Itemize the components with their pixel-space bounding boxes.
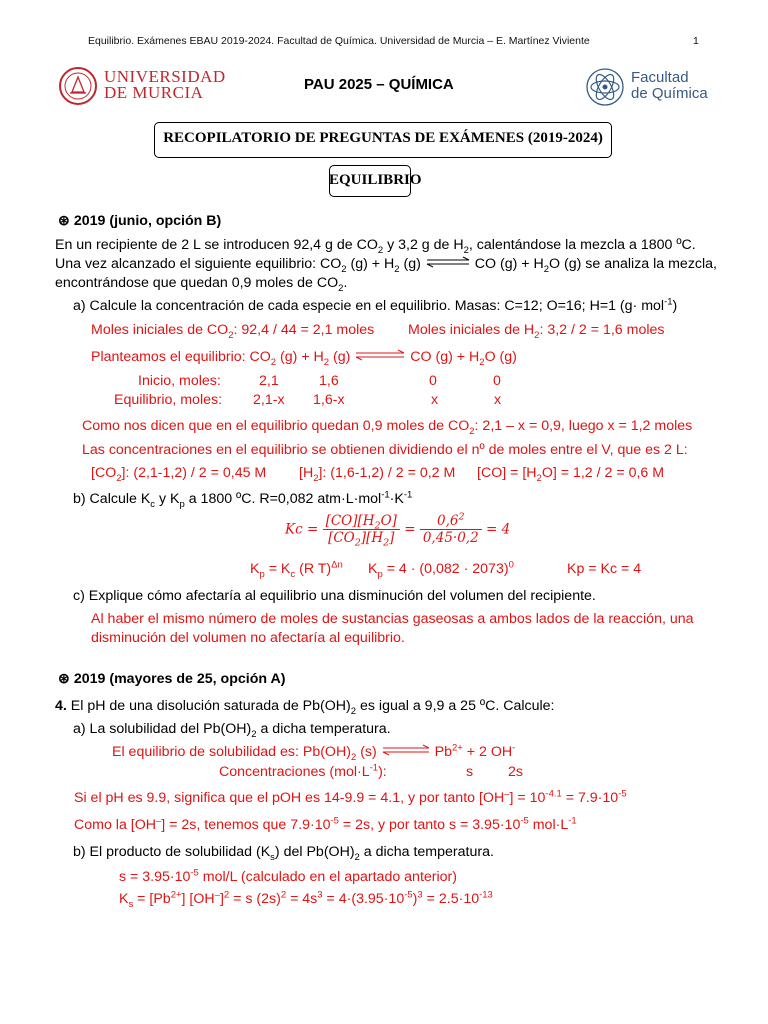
question-4a: a) La solubilidad del $Pb(OH)_2$ a dicha temperatura. — [73, 721, 391, 740]
answer-initial-moles-co2: Moles iniciales de $CO_2$: 92,4 / 44 = 2,1 moles — [91, 322, 375, 341]
equilibrium-arrow-icon — [354, 348, 406, 366]
equilibrium-moles-co2: 2,1-x — [253, 392, 285, 408]
faculty-name-line2: de Química — [631, 85, 708, 102]
answer-conc-h2: $[H_2]$: (1,6-1,2) / 2 = 0,2 M — [299, 465, 456, 484]
university-seal-icon — [58, 66, 98, 106]
equilibrium-moles-h2: 1,6-x — [313, 392, 345, 408]
answer-1c-line1: Al haber el mismo número de moles de sustancias gaseosas a ambos lados de la reacción, una — [91, 611, 694, 627]
section2-heading: ⊛ 2019 (mayores de 25, opción A) — [58, 671, 286, 687]
kp-calculation: $K_p = 4 \cdot (0,082 \cdot 2073)^0$ — [368, 559, 514, 580]
answer-solve-x: Como nos dicen que en el equilibrio quedan 0,9 moles de $CO_2$: 2,1 – x = 0,9, luego x = 1,2 moles — [82, 418, 693, 437]
answer-initial-moles-h2: Moles iniciales de $H_2$: 3,2 / 2 = 1,6 moles — [408, 322, 665, 341]
answer-concentrations-intro: Las concentraciones en el equilibrio se obtienen dividiendo el nº de moles entre el V, que es 2 L: — [82, 442, 688, 458]
section1-intro-line2: Una vez alcanzado el siguiente equilibrio: $CO_2$ $(g) + H_2$ (g) CO $(g) + H_2O$ (g) se analiza la mezcla, — [55, 256, 717, 275]
kc-formula: Kc = $\frac{[CO][H_2O]}{[CO_2][H_2]}$ = $\frac{0,6^2}{0,45\cdot 0,2}$ = 4 — [285, 511, 511, 549]
answer-1c-line2: disminución del volumen no afectaría al equilibrio. — [91, 630, 405, 646]
bullet-icon: ⊛ — [58, 671, 74, 687]
answer-ks-value: $K_s = [Pb^{2+}] [OH^-]^2 = s$ $(2s)^2 = 4s^3 = 4\cdot(3.95\cdot 10^{-5})^3 = 2.5\cdot 10^{-13}$ — [119, 889, 493, 910]
answer-solubility-equilibrium: El equilibrio de solubilidad es: $Pb(OH)_2$ (s) $Pb^{2+} + 2$ OH- — [112, 742, 516, 763]
answer-conc-co2: $[CO_2]$: (2,1-1,2) / 2 = 0,45 M — [91, 465, 267, 484]
answer-conc-2s: 2s — [508, 764, 523, 780]
initial-moles-h2: 1,6 — [319, 373, 339, 389]
bullet-icon: ⊛ — [58, 213, 74, 229]
answer-solubility: Como la [OH–] = 2s, tenemos que $7.9\cdot 10^{-5} = 2s$, y por tanto $s = 3.95\cdot 10^{-5}$ $mol\cdot L^{-1}$ — [74, 815, 577, 833]
university-name-line1: UNIVERSIDAD — [104, 67, 226, 86]
answer-conc-s: s — [466, 764, 474, 780]
page-number: 1 — [693, 35, 699, 47]
initial-moles-label: Inicio, moles: — [138, 373, 221, 389]
answer-conc-co-h2o: $[CO] = [H_2O] = 1,2 / 2 = 0,6$ M — [477, 465, 665, 484]
section1-intro-line3: encontrándose que quedan 0,9 moles de $CO_2$. — [55, 275, 348, 294]
equilibrium-moles-h2o: x — [494, 392, 502, 408]
answer-equilibrium-setup: Planteamos el equilibrio: $CO_2$ $(g) + H_2$ (g) CO $(g) + H_2O$ (g) — [91, 349, 517, 368]
initial-moles-h2o: 0 — [493, 373, 501, 389]
kp-relation: $K_p = K_c$ (R T)$^{\Delta n}$ — [250, 559, 343, 580]
equilibrium-arrow-icon — [425, 255, 471, 273]
topic-title: EQUILIBRIO — [329, 172, 422, 188]
running-header: Equilibrio. Exámenes EBAU 2019-2024. Facultad de Química. Universidad de Murcia – E. Martínez Viviente — [88, 35, 590, 47]
equilibrium-moles-label: Equilibrio, moles: — [114, 392, 223, 408]
question-1b: b) Calcule $K_c$ y $K_p$ a 1800 ºC. R=0,082 $atm\cdot L\cdot mol^{-1}\cdot K^{-1}$ — [73, 489, 413, 510]
equilibrium-arrow-icon — [381, 743, 431, 761]
university-name-line2: DE MURCIA — [104, 83, 204, 102]
question-1a: a) Calcule la concentración de cada especie en el equilibrio. Masas: C=12; O=16; H=1 (g· mol$^{-1}$) — [73, 296, 678, 314]
question-1c: c) Explique cómo afectaría al equilibrio una disminución del volumen del recipiente. — [73, 588, 596, 604]
page-title: PAU 2025 – QUÍMICA — [304, 76, 454, 93]
initial-moles-co: 0 — [429, 373, 437, 389]
kp-result: Kp = Kc = 4 — [567, 561, 642, 577]
initial-moles-co2: 2,1 — [259, 373, 279, 389]
answer-concentrations-label: Concentraciones $(mol\cdot L^{-1})$: — [219, 762, 387, 780]
faculty-name-line1: Facultad — [631, 69, 689, 86]
faculty-atom-icon — [585, 67, 625, 107]
answer-s-value: $s = 3.95\cdot 10^{-5}$ mol/L (calculado en el apartado anterior) — [119, 867, 457, 885]
equilibrium-moles-co: x — [431, 392, 439, 408]
question-4b: b) El producto de solubilidad $(K_s)$ del $Pb(OH)_2$ a dicha temperatura. — [73, 844, 494, 863]
section1-heading: ⊛ 2019 (junio, opción B) — [58, 213, 222, 229]
section1-intro-line1: En un recipiente de 2 L se introducen 92,4 g de $CO_2$ y 3,2 g de $H_2$, calentándose la mezcla a 1800 ºC. — [55, 237, 696, 256]
answer-ph-poh: Si el pH es 9.9, significa que el pOH es 14-9.9 = 4.1, y por tanto $[OH^-] = 10^{-4.1} = 7.9\cdot 10^{-5}$ — [74, 788, 627, 806]
collection-title: RECOPILATORIO DE PREGUNTAS DE EXÁMENES (2019-2024) — [163, 130, 603, 146]
question-4: 4. El pH de una disolución saturada de $Pb(OH)_2$ es igual a 9,9 a 25 ºC. Calcule: — [55, 698, 555, 717]
